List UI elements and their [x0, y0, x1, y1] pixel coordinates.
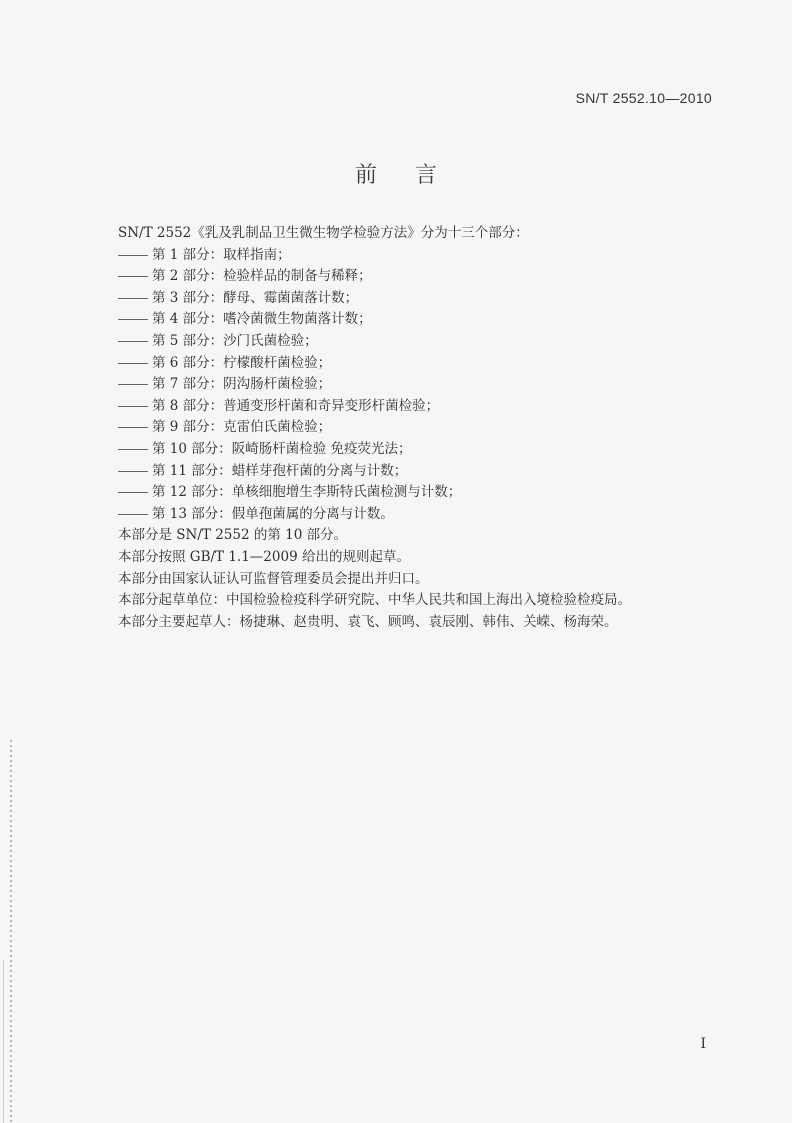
intro-paragraph: SN/T 2552《乳及乳制品卫生微生物学检验方法》分为十三个部分： [118, 225, 529, 241]
em-dash-mark [118, 276, 148, 277]
page-number: I [700, 1036, 706, 1052]
document-body [118, 223, 718, 633]
em-dash-mark [118, 492, 148, 493]
list-item: 第 8 部分：普通变形杆菌和奇异变形杆菌检验； [118, 396, 718, 418]
statement-proposer: 本部分由国家认证认可监督管理委员会提出并归口。 [118, 570, 429, 587]
list-item: 第 6 部分：柠檬酸杆菌检验； [118, 353, 718, 375]
list-item: 第 13 部分：假单孢菌属的分离与计数。 [118, 504, 718, 526]
statement-part-number: 本部分是 SN/T 2552 的第 10 部分。 [118, 527, 348, 544]
em-dash-mark [118, 319, 148, 320]
em-dash-mark [118, 514, 148, 515]
statements-block [118, 525, 718, 633]
em-dash-mark [118, 255, 148, 256]
standard-number: SN/T 2552.10—2010 [575, 90, 712, 106]
parts-list [118, 245, 718, 526]
list-item: 第 12 部分：单核细胞增生李斯特氏菌检测与计数； [118, 482, 718, 504]
list-item: 第 4 部分：嗜冷菌微生物菌落计数； [118, 309, 718, 331]
em-dash-mark [118, 427, 148, 428]
em-dash-mark [118, 363, 148, 364]
page-title: 前言 [354, 163, 475, 188]
scan-edge-artifact [3, 960, 4, 1123]
em-dash-mark [118, 471, 148, 472]
em-dash-mark [118, 341, 148, 342]
list-item: 第 3 部分：酵母、霉菌菌落计数； [118, 288, 718, 310]
statement-drafting-rules: 本部分按照 GB/T 1.1—2009 给出的规则起草。 [118, 548, 410, 565]
list-item: 第 2 部分：检验样品的制备与稀释； [118, 266, 718, 288]
list-item: 第 1 部分：取样指南； [118, 245, 718, 267]
em-dash-mark [118, 406, 148, 407]
list-item: 第 11 部分：蜡样芽孢杆菌的分离与计数； [118, 461, 718, 483]
em-dash-mark [118, 298, 148, 299]
list-item: 第 7 部分：阴沟肠杆菌检验； [118, 374, 718, 396]
scan-edge-artifact [10, 740, 12, 1123]
em-dash-mark [118, 384, 148, 385]
em-dash-mark [118, 449, 148, 450]
list-item: 第 10 部分：阪崎肠杆菌检验 免疫荧光法； [118, 439, 718, 461]
list-item: 第 9 部分：克雷伯氏菌检验； [118, 417, 718, 439]
statement-drafting-units: 本部分起草单位：中国检验检疫科学研究院、中华人民共和国上海出入境检验检疫局。 [118, 592, 631, 609]
statement-drafters: 本部分主要起草人：杨捷琳、赵贵明、袁飞、顾鸣、袁辰刚、韩伟、关嵘、杨海荣。 [118, 613, 618, 630]
list-item: 第 5 部分：沙门氏菌检验； [118, 331, 718, 353]
